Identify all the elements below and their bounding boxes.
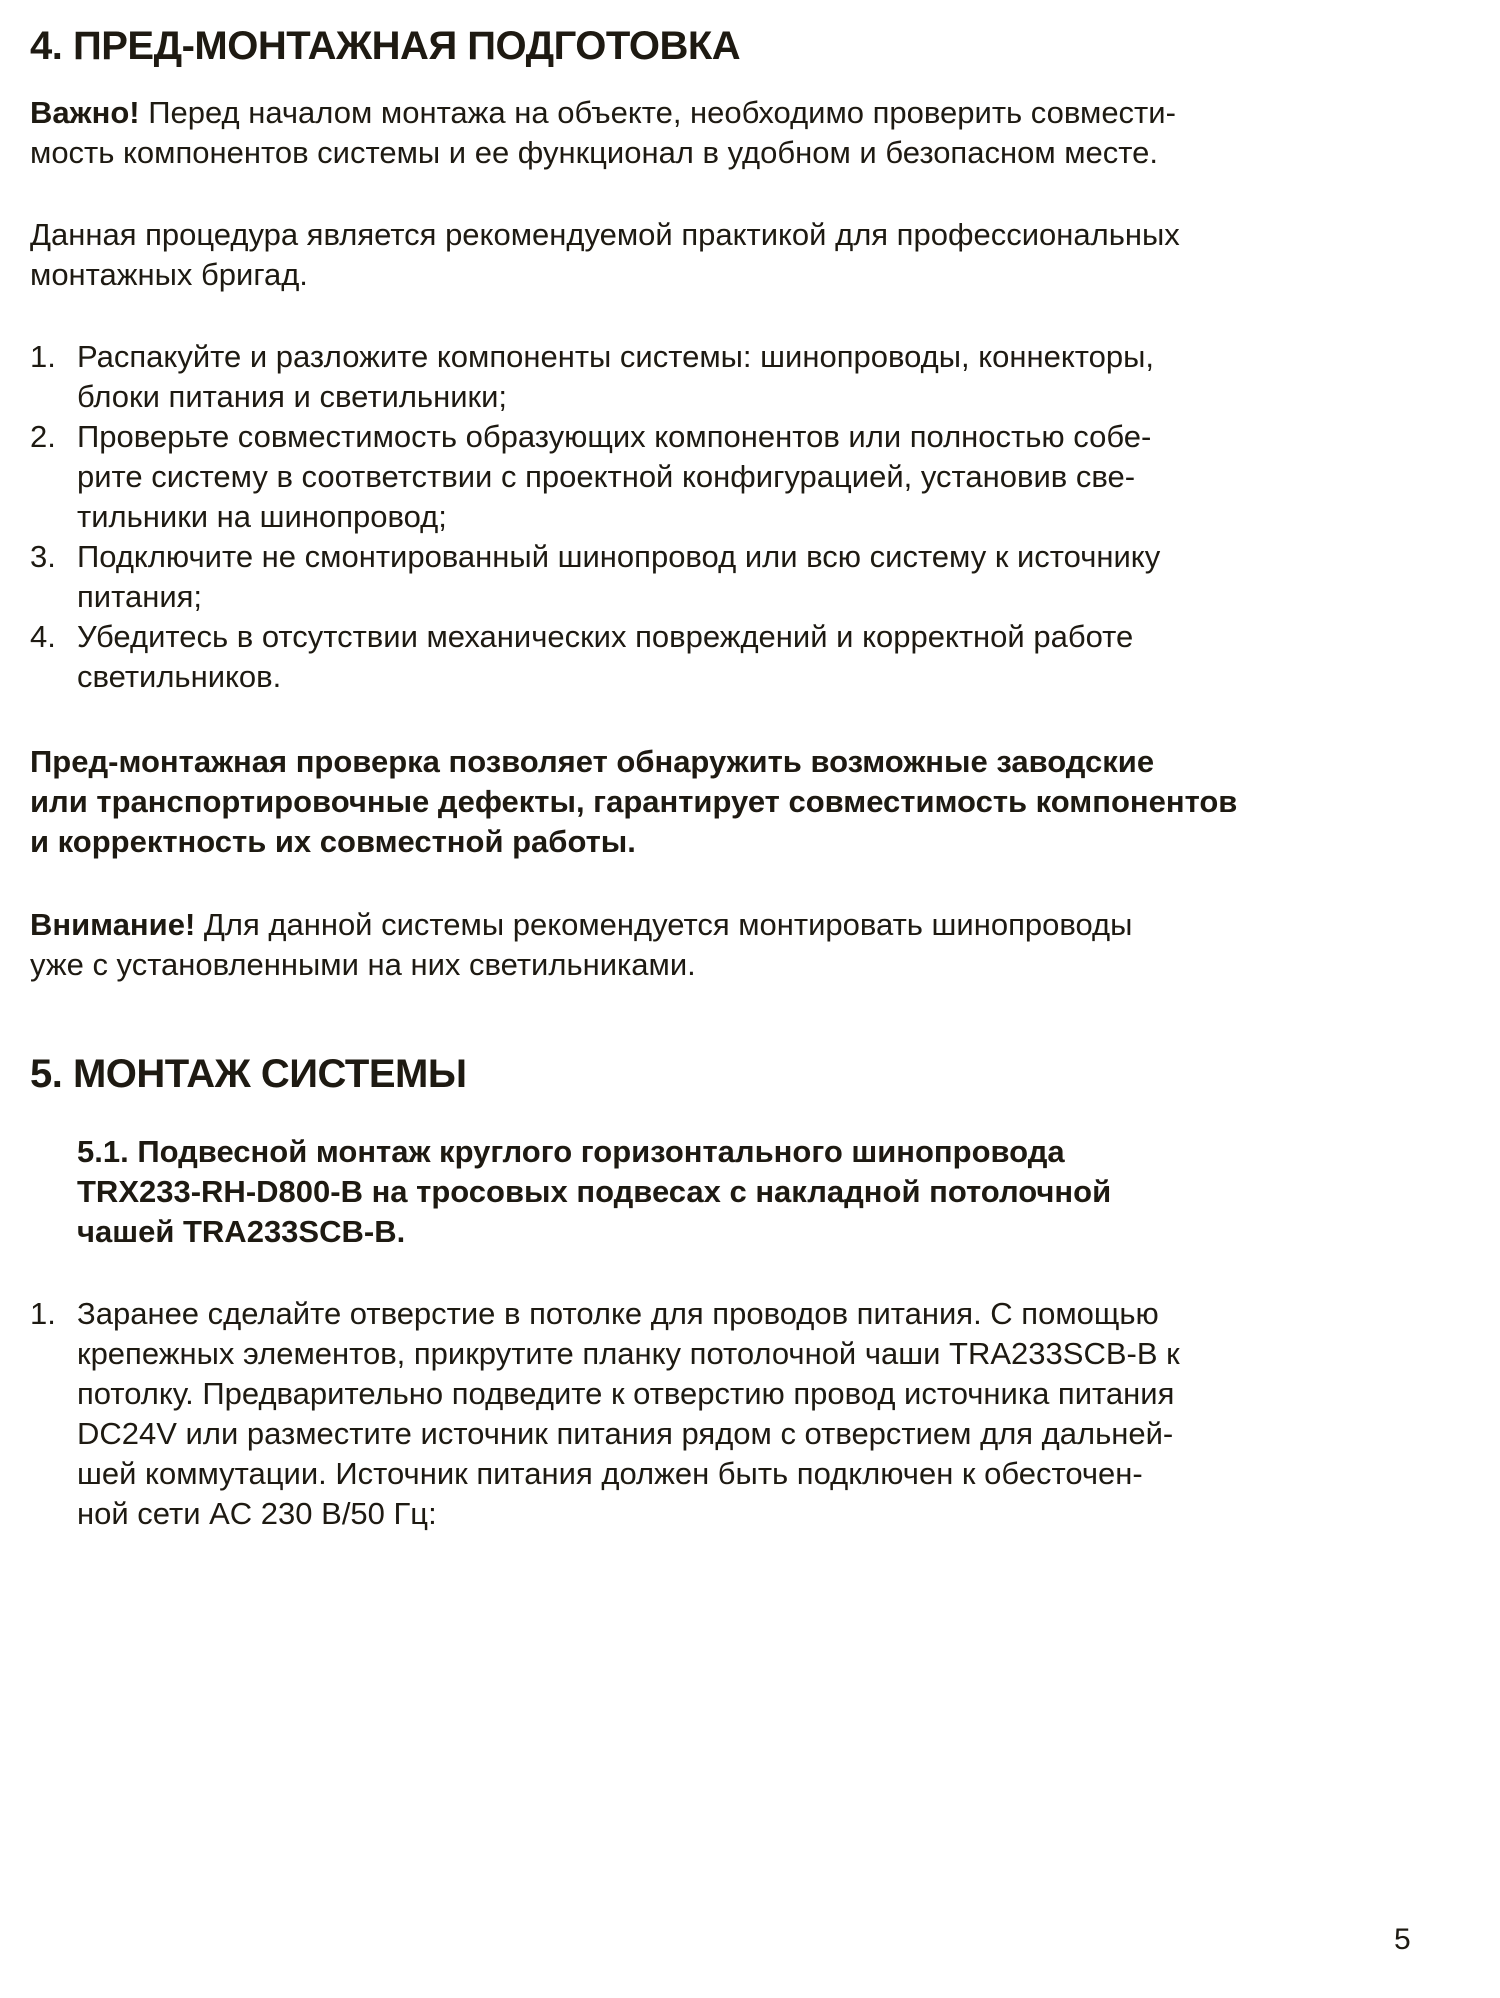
important-paragraph bbox=[30, 93, 1176, 173]
precheck-note-line: и корректность их совместной работы. bbox=[30, 824, 636, 859]
list-item bbox=[30, 417, 1160, 537]
list-item-line: питания; bbox=[77, 579, 203, 614]
subsection-line: 5.1. Подвесной монтаж круглого горизонтального шинопровода bbox=[77, 1134, 1065, 1169]
list-item-number: 1. bbox=[30, 1296, 56, 1331]
list-item bbox=[30, 617, 1160, 697]
list-item-line: Распакуйте и разложите компоненты системы: шинопроводы, коннекторы, bbox=[77, 339, 1155, 374]
attention-paragraph bbox=[30, 905, 1132, 985]
attention-text: Для данной системы рекомендуется монтировать шинопроводы bbox=[195, 907, 1133, 942]
page-number: 5 bbox=[1394, 1923, 1411, 1956]
list-item-line: Убедитесь в отсутствии механических повреждений и корректной работе bbox=[77, 619, 1134, 654]
list-item-line: Заранее сделайте отверстие в потолке для проводов питания. С помощью bbox=[77, 1296, 1159, 1331]
list-item-line: потолку. Предварительно подведите к отверстию провод источника питания bbox=[77, 1376, 1175, 1411]
list-item-line: ной сети AC 230 В/50 Гц: bbox=[77, 1496, 437, 1531]
list-item-number: 4. bbox=[30, 619, 56, 654]
list-item bbox=[30, 1294, 1180, 1534]
precheck-note-line: Пред-монтажная проверка позволяет обнаружить возможные заводские bbox=[30, 744, 1155, 779]
attention-label: Внимание! bbox=[30, 907, 196, 942]
attention-line-1 bbox=[30, 905, 1132, 945]
practice-line-2: монтажных бригад. bbox=[30, 257, 308, 292]
list-item-line: Подключите не смонтированный шинопровод или всю систему к источнику bbox=[77, 539, 1161, 574]
section-5-heading: 5. МОНТАЖ СИСТЕМЫ bbox=[30, 1052, 467, 1096]
subsection-line: TRX233-RH-D800-B на тросовых подвесах с накладной потолочной bbox=[77, 1174, 1112, 1209]
list-item-line: крепежных элементов, прикрутите планку потолочной чаши TRA233SCB-B к bbox=[77, 1336, 1180, 1371]
list-item bbox=[30, 537, 1160, 617]
important-line-2: мость компонентов системы и ее функционал в удобном и безопасном месте. bbox=[30, 135, 1159, 170]
list-item-line: Проверьте совместимость образующих компонентов или полностью собе- bbox=[77, 419, 1152, 454]
important-label: Важно! bbox=[30, 95, 140, 130]
important-line-1 bbox=[30, 93, 1176, 133]
list-item-line: DC24V или разместите источник питания рядом с отверстием для дальней- bbox=[77, 1416, 1174, 1451]
precheck-steps-list bbox=[30, 337, 1160, 697]
list-item-number: 3. bbox=[30, 539, 56, 574]
subsection-line: чашей TRA233SCB-B. bbox=[77, 1214, 406, 1249]
list-item-line: тильники на шинопровод; bbox=[77, 499, 447, 534]
practice-line-1: Данная процедура является рекомендуемой практикой для профессиональных bbox=[30, 217, 1180, 252]
attention-line-2: уже с установленными на них светильниками. bbox=[30, 947, 696, 982]
mounting-steps-list bbox=[30, 1294, 1180, 1534]
practice-paragraph bbox=[30, 215, 1180, 295]
subsection-5-1-heading bbox=[77, 1132, 1111, 1252]
precheck-note-line: или транспортировочные дефекты, гарантирует совместимость компонентов bbox=[30, 784, 1238, 819]
list-item-number: 2. bbox=[30, 419, 56, 454]
list-item-number: 1. bbox=[30, 339, 56, 374]
list-item-line: светильников. bbox=[77, 659, 282, 694]
precheck-note-paragraph bbox=[30, 742, 1237, 862]
list-item-line: блоки питания и светильники; bbox=[77, 379, 508, 414]
important-text: Перед началом монтажа на объекте, необходимо проверить совмести- bbox=[139, 95, 1176, 130]
section-4-heading: 4. ПРЕД-МОНТАЖНАЯ ПОДГОТОВКА bbox=[30, 24, 741, 68]
list-item bbox=[30, 337, 1160, 417]
list-item-line: шей коммутации. Источник питания должен быть подключен к обесточен- bbox=[77, 1456, 1143, 1491]
list-item-line: рите систему в соответствии с проектной конфигурацией, установив све- bbox=[77, 459, 1136, 494]
